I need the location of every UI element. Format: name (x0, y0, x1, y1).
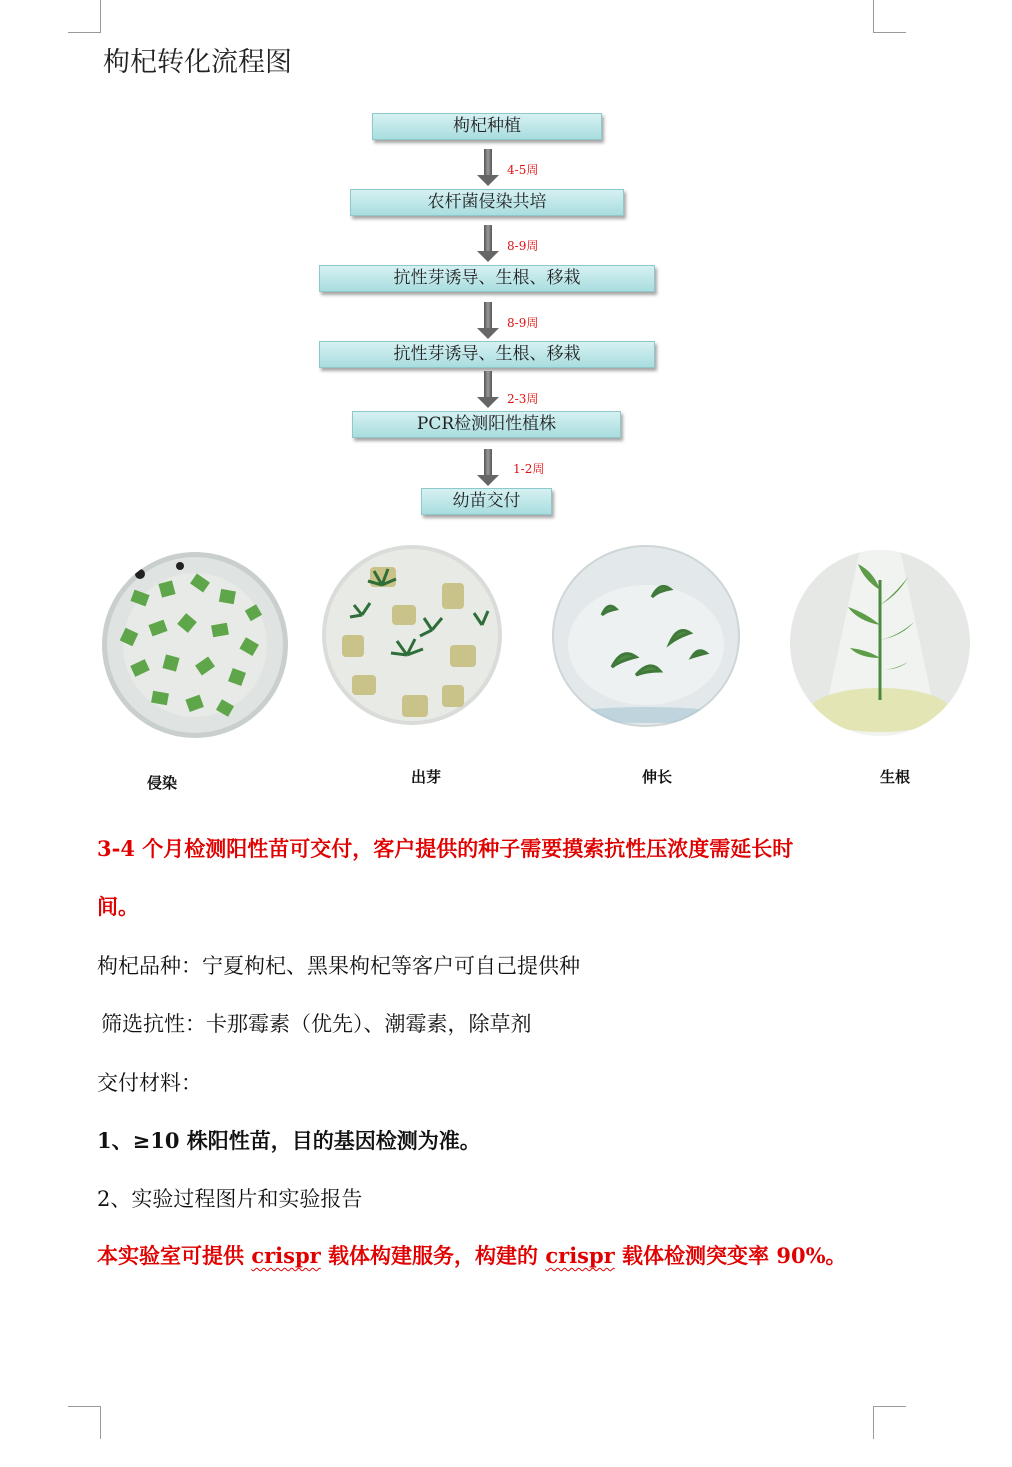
caption-rooting: 生根 (880, 768, 911, 786)
service-line (97, 1240, 847, 1270)
deliverables-label: 交付材料： (97, 1071, 202, 1095)
flow-arrow-5 (481, 449, 495, 487)
service-crispr-1: crispr (251, 1243, 321, 1268)
service-text-c: 载体构建服务，构建的 (320, 1243, 546, 1268)
selection-line: 筛选抗性：卡那霉素（优先）、潮霉素，除草剂 (101, 1012, 532, 1036)
flow-arrow-3 (481, 302, 495, 340)
photo-shoot-emergence (322, 545, 502, 725)
flow-arrow-2 (481, 225, 495, 263)
service-text-e: 载体检测突变率 90%。 (614, 1243, 847, 1268)
flow-arrow-1 (481, 149, 495, 187)
flow-step-infection: 农杆菌侵染共培 (350, 189, 624, 216)
photo-infection (102, 552, 288, 738)
deliverable-item-2: 2、实验过程图片和实验报告 (97, 1187, 363, 1211)
flow-step-pcr: PCR检测阳性植株 (352, 411, 621, 438)
caption-shoot-emergence: 出芽 (411, 768, 442, 786)
flow-step-shoot-induction-1: 抗性芽诱导、生根、移栽 (319, 265, 655, 292)
photo-elongation (552, 545, 740, 727)
flow-step-delivery: 幼苗交付 (421, 488, 552, 515)
note-line-1: 3-4 个月检测阳性苗可交付，客户提供的种子需要摸索抗性压浓度需延长时 (97, 836, 794, 861)
note-line-2: 间。 (97, 894, 139, 919)
flow-duration-5: 1-2周 (513, 462, 545, 476)
flow-step-planting: 枸杞种植 (372, 113, 602, 140)
flow-duration-4: 2-3周 (507, 392, 539, 406)
service-crispr-2: crispr (545, 1243, 615, 1268)
flow-arrow-4 (481, 371, 495, 409)
photo-rooting (790, 550, 970, 736)
varieties-line: 枸杞品种：宁夏枸杞、黑果枸杞等客户可自己提供种 (97, 954, 580, 978)
flow-duration-3: 8-9周 (507, 316, 539, 330)
crop-mark-bottom-right (873, 1406, 906, 1439)
flow-step-shoot-induction-2: 抗性芽诱导、生根、移栽 (319, 341, 655, 368)
page-title: 枸杞转化流程图 (103, 47, 292, 78)
service-text-a: 本实验室可提供 (97, 1243, 252, 1268)
flow-duration-1: 4-5周 (507, 163, 539, 177)
deliverable-item-1: 1、≥10 株阳性苗，目的基因检测为准。 (97, 1128, 481, 1153)
crop-mark-top-right (873, 0, 906, 33)
crop-mark-bottom-left (68, 1406, 101, 1439)
caption-infection: 侵染 (147, 774, 178, 792)
crop-mark-top-left (68, 0, 101, 33)
flow-duration-2: 8-9周 (507, 239, 539, 253)
caption-elongation: 伸长 (642, 768, 673, 786)
